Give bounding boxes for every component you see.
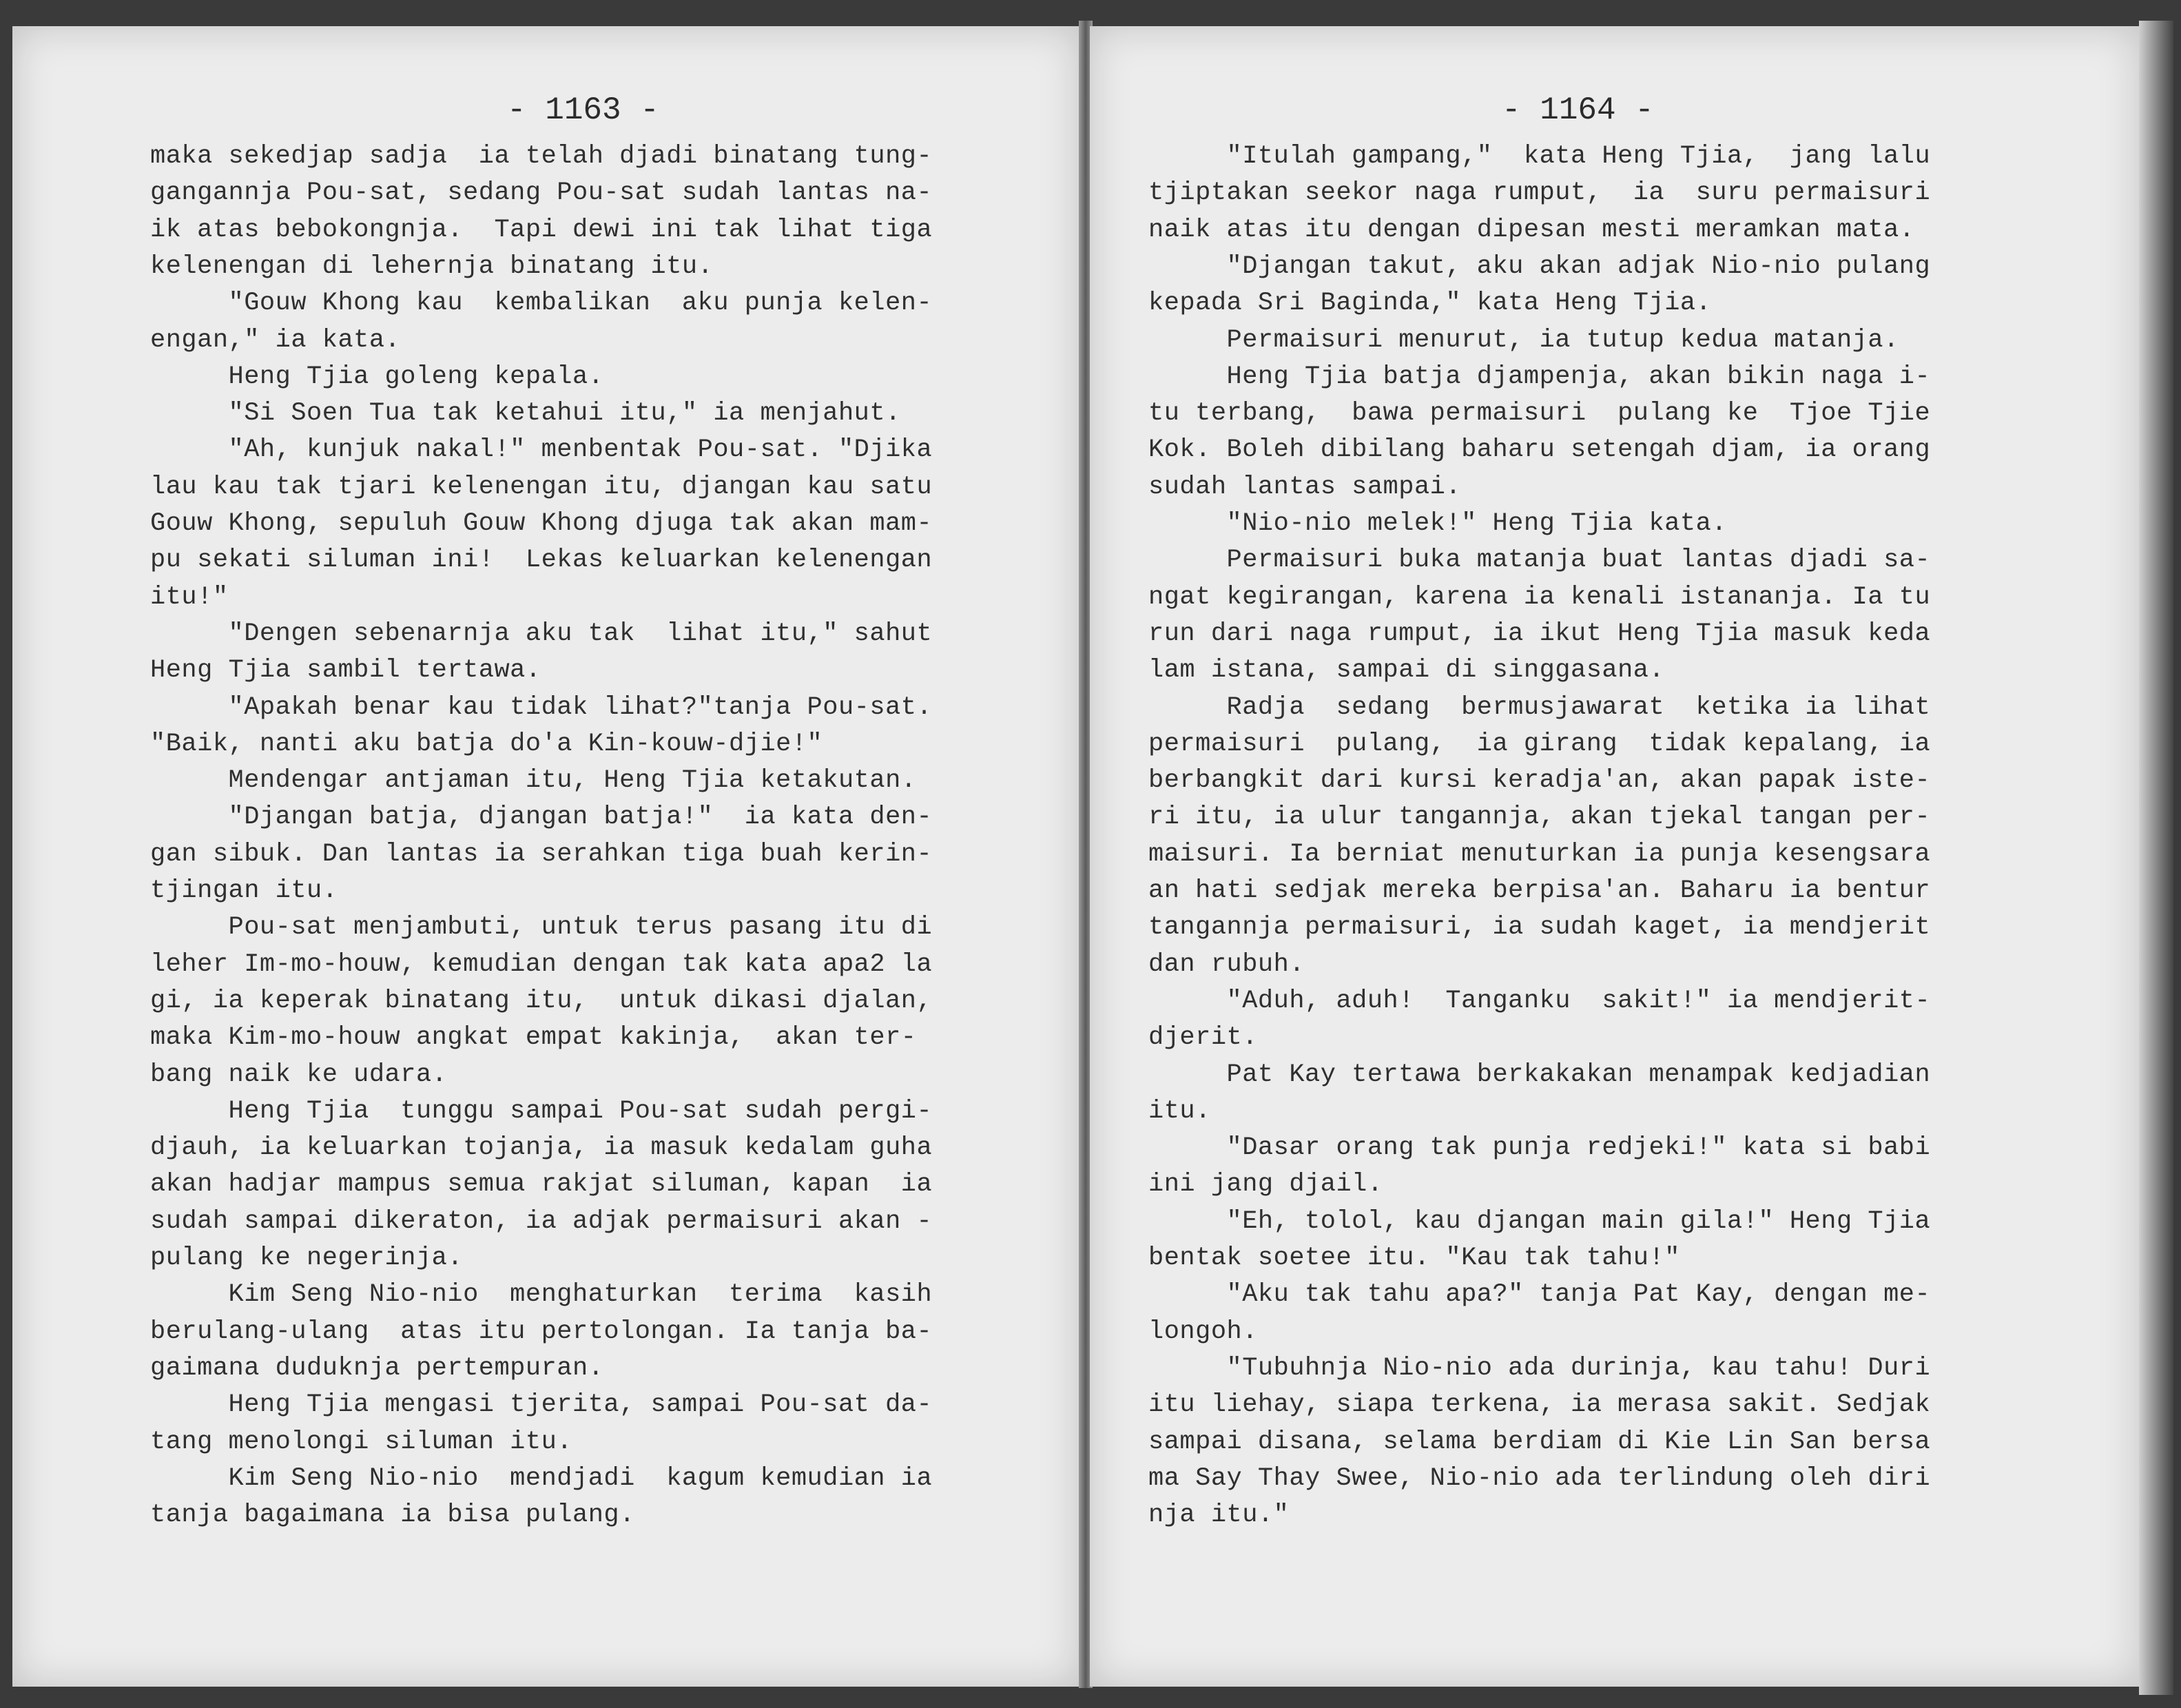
text-line: "Djangan batja, djangan batja!" ia kata den- — [150, 803, 933, 832]
right-page — [1090, 26, 2140, 1687]
text-line: tangannja permaisuri, ia sudah kaget, ia mendjerit — [1148, 913, 1931, 943]
text-line: "Tubuhnja Nio-nio ada durinja, kau tahu! Duri — [1148, 1353, 1931, 1383]
text-line: kelenengan di lehernja binatang itu. — [150, 251, 714, 281]
text-line: "Aduh, aduh! Tanganku sakit!" ia mendjerit- — [1148, 986, 1931, 1016]
text-line: "Itulah gampang," kata Heng Tjia, jang lalu — [1148, 142, 1931, 171]
left-page — [12, 26, 1080, 1687]
text-line: permaisuri pulang, ia girang tidak kepalang, ia — [1148, 729, 1931, 759]
text-line: an hati sedjak mereka berpisa'an. Baharu ia bentur — [1148, 876, 1931, 905]
text-line: "Nio-nio melek!" Heng Tjia kata. — [1148, 509, 1728, 538]
right-page-number: - 1164 - — [1502, 92, 1654, 128]
text-line: naik atas itu dengan dipesan mesti meramkan mata. — [1148, 215, 1915, 245]
text-line: "Apakah benar kau tidak lihat?"tanja Pou-sat. — [150, 692, 933, 722]
text-line: maisuri. Ia berniat menuturkan ia punja kesengsara — [1148, 839, 1931, 869]
text-line: ma Say Thay Swee, Nio-nio ada terlindung oleh diri — [1148, 1463, 1931, 1493]
text-line: sudah lantas sampai. — [1148, 472, 1462, 502]
text-line: "Gouw Khong kau kembalikan aku punja kelen- — [150, 289, 933, 318]
text-line: Gouw Khong, sepuluh Gouw Khong djuga tak akan mam- — [150, 509, 933, 538]
text-line: ngat kegirangan, karena ia kenali istananja. Ia tu — [1148, 582, 1931, 612]
text-line: akan hadjar mampus semua rakjat siluman, kapan ia — [150, 1170, 933, 1200]
text-line: pu sekati siluman ini! Lekas keluarkan kelenengan — [150, 546, 933, 575]
text-line: sudah sampai dikeraton, ia adjak permaisuri akan - — [150, 1206, 933, 1236]
text-line: itu. — [1148, 1096, 1211, 1126]
text-line: "Dasar orang tak punja redjeki!" kata si babi — [1148, 1133, 1931, 1163]
text-line: Heng Tjia batja djampenja, akan bikin naga i- — [1148, 362, 1931, 391]
text-line: tanja bagaimana ia bisa pulang. — [150, 1501, 635, 1530]
text-line: longoh. — [1148, 1317, 1258, 1346]
text-line: tjiptakan seekor naga rumput, ia suru permaisuri — [1148, 178, 1931, 208]
text-line: Heng Tjia goleng kepala. — [150, 362, 604, 391]
text-line: ik atas bebokongnja. Tapi dewi ini tak lihat tiga — [150, 215, 933, 245]
text-line: Pou-sat menjambuti, untuk terus pasang itu di — [150, 913, 933, 943]
text-line: Pat Kay tertawa berkakakan menampak kedjadian — [1148, 1060, 1931, 1089]
text-line: itu!" — [150, 582, 229, 612]
text-line: Heng Tjia tunggu sampai Pou-sat sudah pergi- — [150, 1096, 933, 1126]
text-line: ini jang djail. — [1148, 1170, 1383, 1200]
text-line: Mendengar antjaman itu, Heng Tjia ketakutan. — [150, 766, 917, 796]
text-line: lau kau tak tjari kelenengan itu, djangan kau satu — [150, 472, 933, 502]
left-page-number: - 1163 - — [507, 92, 659, 128]
text-line: "Baik, nanti aku batja do'a Kin-kouw-djie!" — [150, 729, 823, 759]
text-line: Permaisuri buka matanja buat lantas djadi sa- — [1148, 546, 1931, 575]
text-line: engan," ia kata. — [150, 325, 401, 355]
text-line: djerit. — [1148, 1023, 1258, 1053]
text-line: berbangkit dari kursi keradja'an, akan papak iste- — [1148, 766, 1931, 796]
text-line: ri itu, ia ulur tangannja, akan tjekal tangan per- — [1148, 803, 1931, 832]
text-line: sampai disana, selama berdiam di Kie Lin San bersa — [1148, 1427, 1931, 1457]
text-line: "Aku tak tahu apa?" tanja Pat Kay, dengan me- — [1148, 1280, 1931, 1310]
text-line: gan sibuk. Dan lantas ia serahkan tiga buah kerin- — [150, 839, 933, 869]
text-line: maka sekedjap sadja ia telah djadi binatang tung- — [150, 142, 933, 171]
text-line: tu terbang, bawa permaisuri pulang ke Tjoe Tjie — [1148, 399, 1931, 429]
text-line: Permaisuri menurut, ia tutup kedua matanja. — [1148, 325, 1899, 355]
text-line: Heng Tjia mengasi tjerita, sampai Pou-sat da- — [150, 1390, 933, 1420]
text-line: tang menolongi siluman itu. — [150, 1427, 572, 1457]
text-line: Kok. Boleh dibilang baharu setengah djam, ia orang — [1148, 435, 1931, 465]
text-line: bentak soetee itu. "Kau tak tahu!" — [1148, 1244, 1680, 1273]
text-line: pulang ke negerinja. — [150, 1244, 464, 1273]
text-line: "Eh, tolol, kau djangan main gila!" Heng Tjia — [1148, 1206, 1931, 1236]
text-line: nja itu." — [1148, 1501, 1290, 1530]
text-line: tjingan itu. — [150, 876, 338, 905]
text-line: berulang-ulang atas itu pertolongan. Ia tanja ba- — [150, 1317, 933, 1346]
text-line: itu liehay, siapa terkena, ia merasa sakit. Sedjak — [1148, 1390, 1931, 1420]
text-line: Kim Seng Nio-nio mendjadi kagum kemudian ia — [150, 1463, 933, 1493]
text-line: Kim Seng Nio-nio menghaturkan terima kasih — [150, 1280, 933, 1310]
text-line: "Dengen sebenarnja aku tak lihat itu," sahut — [150, 619, 933, 648]
text-line: gangannja Pou-sat, sedang Pou-sat sudah lantas na- — [150, 178, 933, 208]
text-line: run dari naga rumput, ia ikut Heng Tjia masuk keda — [1148, 619, 1931, 648]
text-line: dan rubuh. — [1148, 949, 1305, 979]
text-line: Heng Tjia sambil tertawa. — [150, 656, 541, 686]
text-line: lam istana, sampai di singgasana. — [1148, 656, 1665, 686]
text-line: bang naik ke udara. — [150, 1060, 448, 1089]
text-line: leher Im-mo-houw, kemudian dengan tak kata apa2 la — [150, 949, 933, 979]
text-line: gi, ia keperak binatang itu, untuk dikasi djalan, — [150, 986, 933, 1016]
text-line: "Ah, kunjuk nakal!" menbentak Pou-sat. "Djika — [150, 435, 933, 465]
text-line: Radja sedang bermusjawarat ketika ia lihat — [1148, 692, 1931, 722]
text-line: maka Kim-mo-houw angkat empat kakinja, akan ter- — [150, 1023, 917, 1053]
text-line: gaimana duduknja pertempuran. — [150, 1353, 604, 1383]
text-line: "Si Soen Tua tak ketahui itu," ia menjahut. — [150, 399, 901, 429]
page-edge — [2139, 21, 2173, 1695]
text-line: djauh, ia keluarkan tojanja, ia masuk kedalam guha — [150, 1133, 933, 1163]
text-line: "Djangan takut, aku akan adjak Nio-nio pulang — [1148, 251, 1931, 281]
text-line: kepada Sri Baginda," kata Heng Tjia. — [1148, 289, 1712, 318]
